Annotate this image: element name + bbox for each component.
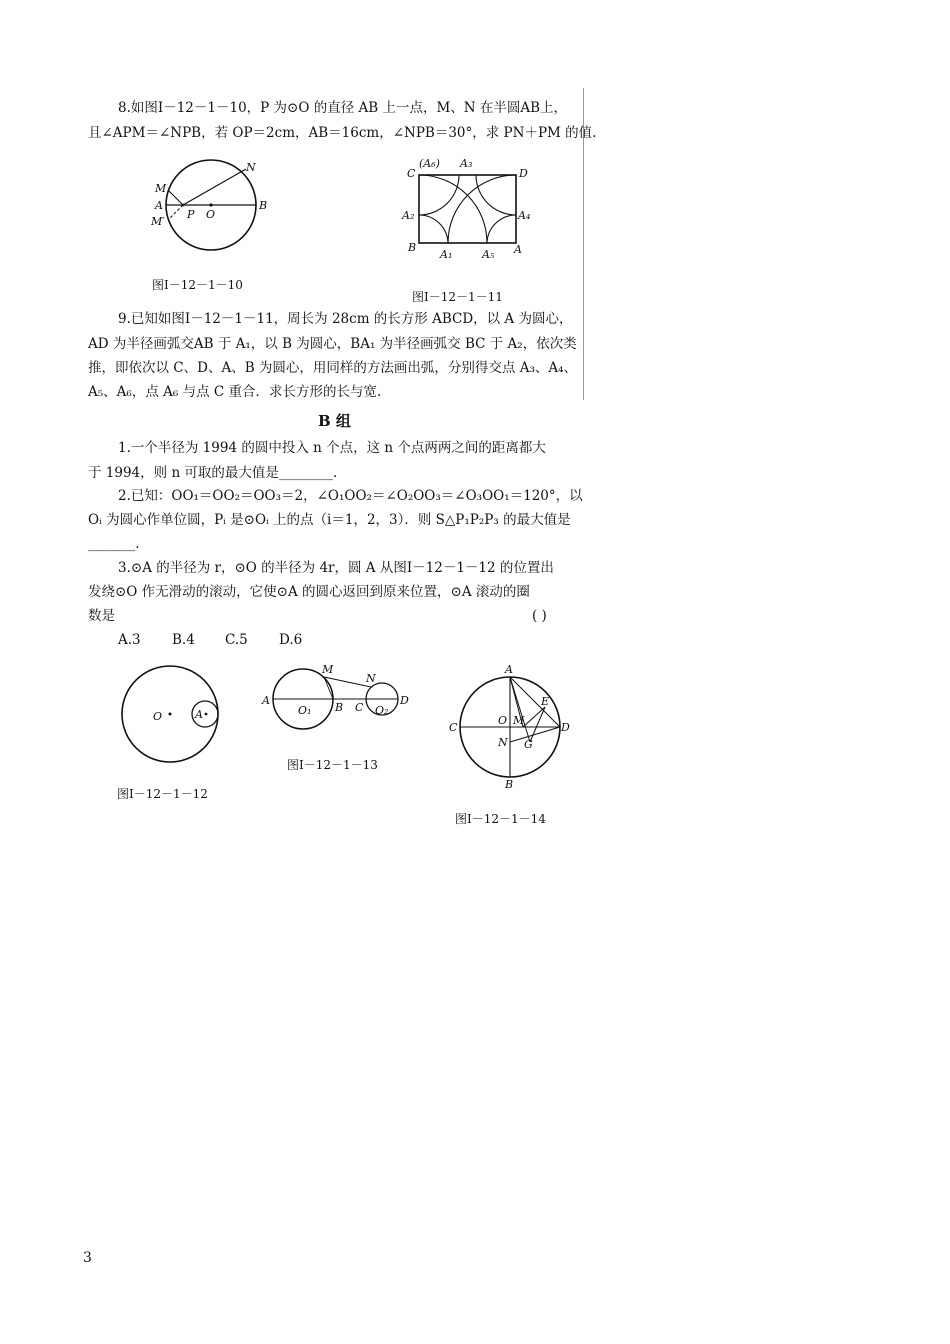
b-q3-option-b: B.4: [172, 632, 195, 648]
fig13-label-C: C: [355, 701, 364, 714]
fig14-label-N: N: [498, 736, 508, 749]
fig13-label-B: B: [335, 701, 344, 714]
fig13-label-O1: O₁: [298, 704, 312, 717]
fig13-label-D: D: [400, 694, 409, 707]
fig11-label-A6: (A₆): [419, 157, 440, 170]
figure-10-circle-diagram: [140, 155, 280, 265]
figure-12-rolling-circles: [110, 660, 235, 770]
b-q3-line-1: 3.⊙A 的半径为 r，⊙O 的半径为 4r，圆 A 从图Ⅰ－12－1－12 的位置出: [118, 560, 554, 576]
figure-14-caption: 图Ⅰ－12－1－14: [455, 812, 546, 826]
fig14-label-M: M: [513, 714, 525, 727]
figure-12-caption: 图Ⅰ－12－1－12: [117, 787, 208, 801]
fig12-label-A: A: [195, 708, 203, 721]
figure-11-rectangle-arcs: [398, 155, 548, 265]
figure-13-tangent-circles: [258, 660, 418, 730]
fig11-label-A3: A₃: [460, 157, 473, 170]
b-q3-answer-paren: ( ): [532, 608, 547, 624]
page-number: 3: [83, 1250, 92, 1266]
fig10-label-B: B: [259, 199, 268, 212]
section-b-title: B 组: [318, 412, 351, 430]
fig11-label-A5: A₅: [482, 248, 495, 261]
b-q3-line-3: 数是: [88, 608, 115, 624]
b-q3-line-2: 发绕⊙O 作无滑动的滚动，它使⊙A 的圆心返回到原来位置，⊙A 滚动的圈: [88, 584, 530, 600]
fig13-label-N: N: [366, 672, 376, 685]
fig11-label-D: D: [519, 167, 528, 180]
problem-8-line-2: 且∠APM＝∠NPB，若 OP＝2cm，AB＝16cm，∠NPB＝30°，求 PN＋PM 的值.: [88, 125, 597, 141]
figure-11-caption: 图Ⅰ－12－1－11: [412, 290, 503, 304]
fig11-label-A1: A₁: [440, 248, 453, 261]
figure-10-caption: 图Ⅰ－12－1－10: [152, 278, 243, 292]
fig13-label-O2: O₂: [375, 704, 389, 717]
b-q2-line-3: _______.: [88, 536, 140, 552]
fig10-label-O: O: [206, 208, 216, 221]
problem-9-line-4: A₅、A₆，点 A₆ 与点 C 重合．求长方形的长与宽.: [88, 384, 382, 400]
fig10-label-N: N: [246, 161, 256, 174]
fig11-label-A4: A₄: [518, 209, 531, 222]
fig10-label-M2: M′: [151, 215, 165, 228]
fig11-label-A2: A₂: [402, 209, 415, 222]
fig11-label-C: C: [407, 167, 416, 180]
problem-9-line-2: AD 为半径画弧交AB 于 A₁，以 B 为圆心，BA₁ 为半径画弧交 BC 于 A₂，依次类: [88, 336, 577, 352]
b-q1-line-1: 1.一个半径为 1994 的圆中投入 n 个点，这 n 个点两两之间的距离都大: [118, 440, 546, 456]
fig14-label-D: D: [561, 721, 570, 734]
b-q3-option-d: D.6: [279, 632, 303, 648]
problem-8-line-1: 8.如图Ⅰ－12－1－10，P 为⊙O 的直径 AB 上一点，M、N 在半圆AB上，: [118, 100, 568, 116]
problem-9-line-1: 9.已知如图Ⅰ－12－1－11，周长为 28cm 的长方形 ABCD，以 A 为圆心，: [118, 311, 573, 327]
fig14-label-O: O: [498, 714, 508, 727]
figure-13-caption: 图Ⅰ－12－1－13: [287, 758, 378, 772]
fig14-label-E: E: [541, 695, 550, 708]
problem-9-line-3: 推，即依次以 C、D、A、B 为圆心，用同样的方法画出弧，分别得交点 A₃、A₄、: [88, 360, 578, 376]
fig14-label-G: G: [524, 738, 533, 751]
fig14-label-B: B: [505, 778, 514, 791]
b-q3-option-a: A.3: [118, 632, 141, 648]
fig14-label-A: A: [505, 663, 513, 676]
fig13-label-A: A: [262, 694, 270, 707]
b-q1-line-2: 于 1994，则 n 可取的最大值是________.: [88, 465, 338, 481]
b-q3-option-c: C.5: [225, 632, 248, 648]
fig10-label-A: A: [155, 199, 163, 212]
fig14-label-C: C: [449, 721, 458, 734]
fig10-label-P: P: [187, 208, 195, 221]
figure-14-circle-chords: [440, 660, 580, 790]
fig11-label-B: B: [408, 241, 417, 254]
fig11-label-A: A: [514, 243, 522, 256]
b-q2-line-2: Oᵢ 为圆心作单位圆，Pᵢ 是⊙Oᵢ 上的点（i＝1，2，3）．则 S△P₁P₂P₃ 的最大值是: [88, 512, 571, 528]
fig10-label-M: M: [155, 182, 167, 195]
b-q2-line-1: 2.已知：OO₁＝OO₂＝OO₃＝2，∠O₁OO₂＝∠O₂OO₃＝∠O₃OO₁＝120°，以: [118, 488, 583, 504]
fig13-label-M: M: [322, 663, 334, 676]
fig12-label-O: O: [153, 710, 163, 723]
